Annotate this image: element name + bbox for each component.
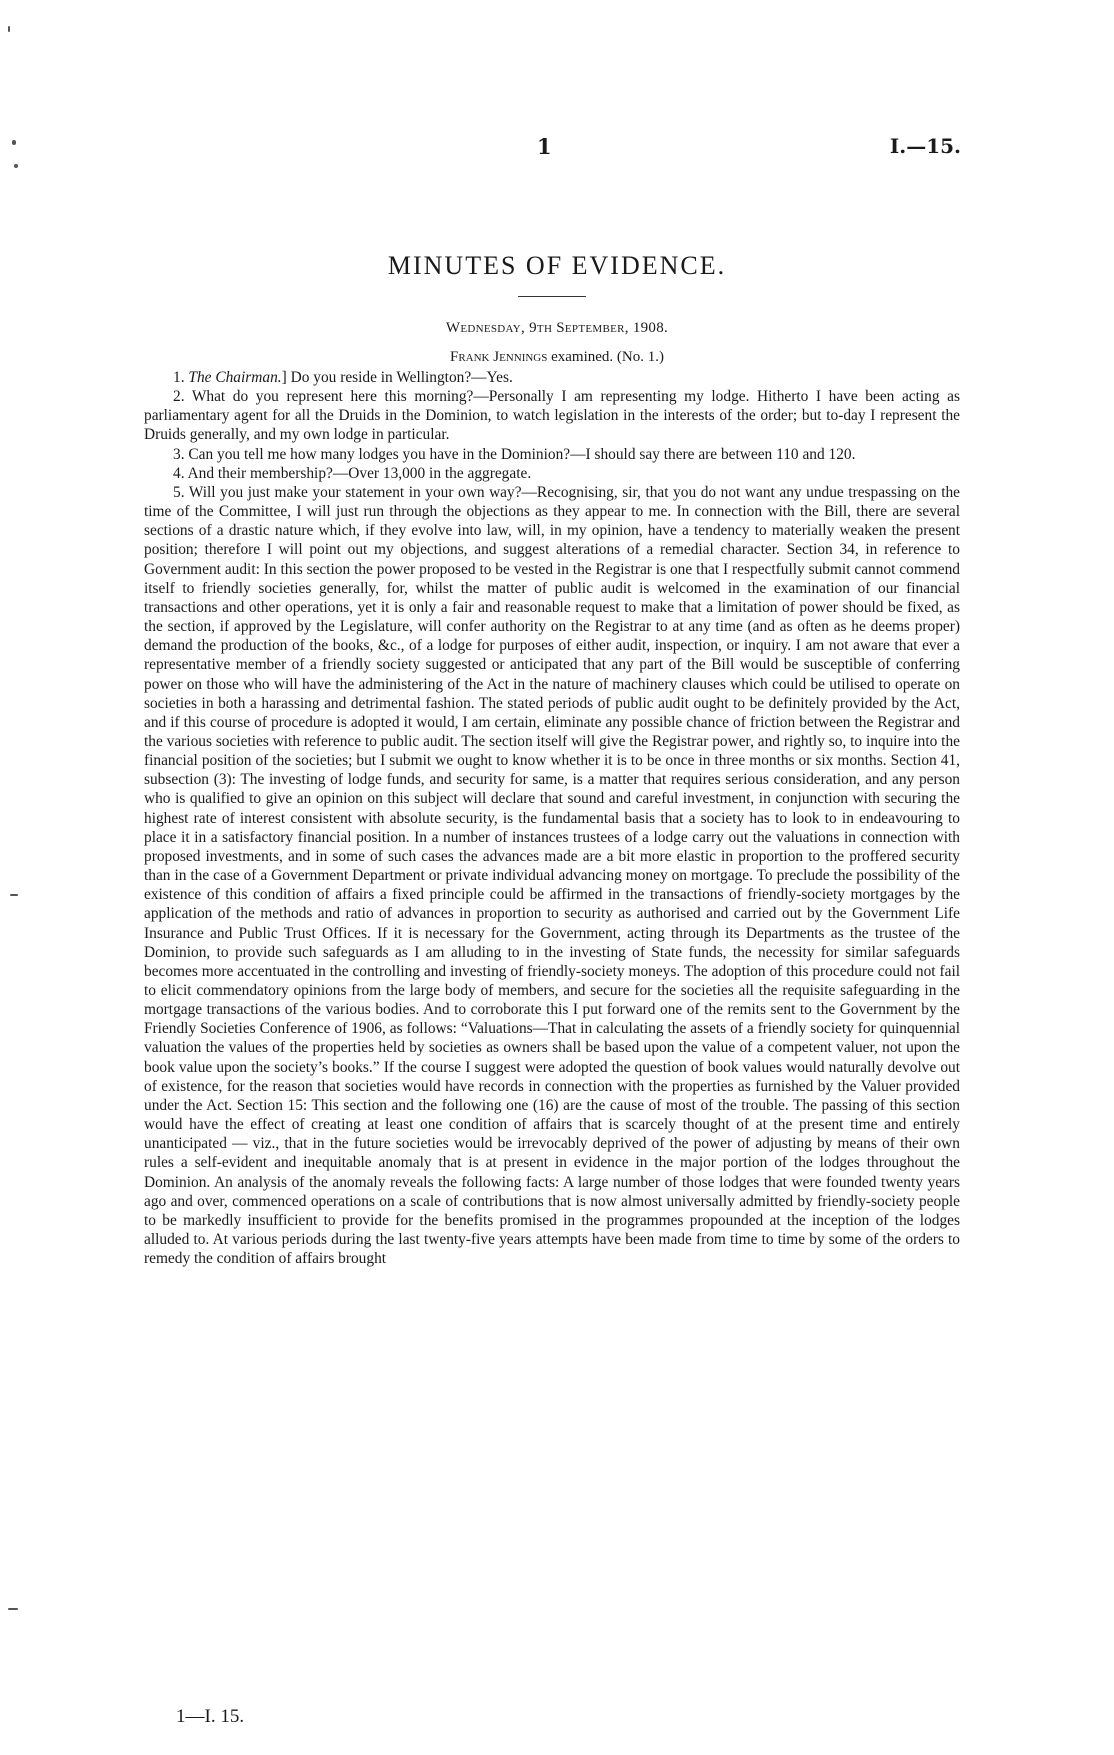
- witness-examined-note: examined. (No. 1.): [551, 349, 664, 365]
- page-title: MINUTES OF EVIDENCE.: [387, 251, 727, 280]
- paragraph-text: Will you just make your statement in your own way?—Recognising, sir, that you do not want any undue trespassing on the time of the Committee, I will just run through the objections as they appear to me. In connection with the Bill, there are several sections of a drastic nature which, if they evolve into law, will, in my opinion, have a tendency to materially weaken the present position; therefore I will point out my objections, and suggest alterations of a remedial character. Section 34, in reference to Government audit: In this section the power proposed to be vested in the Registrar is one that I respectfully submit cannot commend itself to friendly societies generally, for, whilst the matter of public audit is welcomed in the examination of our financial transactions and other operations, yet it is only a fair and reasonable request to make that a limitation of power should be fixed, as the section, if approved by the Legislature, will confer authority on the Registrar to at any time (and as often as he deems proper) demand the production of the books, &c., of a lodge for purposes of either audit, inspection, or inquiry. I am not aware that ever a representative member of a friendly society suggested or anticipated that any part of the Bill would be susceptible of conferring power on those who will have the administering of the Act in the nature of machinery clauses which could be utilised to operate on societies in both a harassing and detrimental fashion. The stated periods of public audit ought to be definitely provided by the Act, and if this course of procedure is adopted it would, I am certain, eliminate any possible chance of friction between the Registrar and the various societies with reference to public audit. The section itself will give the Registrar power, and rightly so, to inquire into the financial position of the societies; but I submit we ought to know whether it is to be once in three months or six months. Section 41, subsection (3): The investing of lodge funds, and security for same, is a matter that requires serious consideration, and any person who is qualified to give an opinion on this subject will declare that sound and careful investment, in conjunction with securing the highest rate of interest consistent with absolute security, is the fundamental basis that a society has to look to in endeavouring to place it in a satisfactory financial position. In a number of instances trustees of a lodge carry out the valuations in connection with proposed investments, and in some of such cases the advances made are a bit more elastic in proportion to the proffered security than in the case of a Government Department or private individual advancing money on mortgage. To preclude the possibility of the existence of this condition of affairs a fixed principle could be affirmed in the transactions of friendly-society mortgages by the application of the methods and ratio of advances in proportion to security as authorised and carried out by the Government Life Insurance and Public Trust Offices. If it is necessary for the Government, acting through its Departments as the trustee of the Dominion, to provide such safeguards as I am alluding to in the investing of State funds, the necessity for similar safeguards becomes more accentuated in the controlling and investing of friendly-society moneys. The adoption of this procedure could not fail to elicit commendatory opinions from the large body of members, and secure for the societies all the requisite safeguarding in the mortgage transactions of the various bodies. And to corroborate this I put forward one of the remits sent to the Government by the Friendly Societies Conference of 1906, as follows: “Valuations—That in calculating the assets of a friendly society for quinquennial valuation the values of the properties held by societies as owners shall be based upon the value of a competent valuer, not upon the book value upon the society’s books.” If the course I suggest were adopted the question of book values would naturally devolve out of existence, for the reason that societies would have records in connection with the properties as furnished by the Valuer provided under the Act. Section 15: This section and the following one (16) are the cause of most of the trouble. The passing of this section would have the effect of creating at least one condition of affairs that is scarcely thought of at the present time and entirely unanticipated — viz., that in the future societies would be irrevocably deprived of the power of adjusting by means of their own rules a self-evident and inequitable anomaly that is at present in evidence in the major portion of the lodges throughout the Dominion. An analysis of the anomaly reveals the following facts: A large number of those lodges that were founded twenty years ago and over, commenced operations on a scale of contributions that is now almost universally admitted by friendly-society people to be markedly insufficient to provide for the benefits promised in the programmes propounded at the inception of the lodges alluded to. At various periods during the last twenty-five years attempts have been made from time to time by some of the orders to remedy the condition of affairs brought: [144, 483, 960, 1268]
- scan-mark: [8, 1608, 18, 1610]
- witness-line: [0, 349, 1114, 366]
- question-number: 4.: [173, 464, 185, 482]
- question-number: 5.: [173, 483, 185, 501]
- paragraph-text: And their membership?—Over 13,000 in the aggregate.: [187, 464, 532, 482]
- speaker-label: The Chairman.: [188, 369, 282, 386]
- witness-name: Frank Jennings: [449, 349, 548, 365]
- evidence-paragraph: [144, 445, 960, 464]
- scan-mark: [8, 26, 10, 32]
- paragraph-text: What do you represent here this morning?—Personally I am representing my lodge. Hitherto I have been acting as parliamentary agent for all the Druids in the Dominion, to watch legislation in the interests of the order; but to-day I represent the Druids generally, and my own lodge in particular.: [144, 388, 960, 444]
- footer-reference: 1—I. 15.: [176, 1706, 245, 1727]
- scan-mark: [14, 164, 18, 168]
- evidence-body: [144, 368, 960, 1268]
- page-number: 1: [537, 134, 552, 159]
- question-number: 2.: [173, 388, 185, 406]
- paragraph-text: Can you tell me how many lodges you have in the Dominion?—I should say there are between 110 and 120.: [188, 445, 856, 463]
- scan-mark: [12, 140, 16, 145]
- question-number: 3.: [173, 445, 185, 463]
- session-date: Wednesday, 9th September, 1908.: [445, 320, 669, 336]
- evidence-paragraph: [144, 387, 960, 444]
- paragraph-text: ] Do you reside in Wellington?—Yes.: [281, 369, 513, 386]
- document-reference: I.—15.: [889, 134, 961, 158]
- evidence-paragraph: [144, 368, 960, 387]
- question-number: 1.: [173, 369, 185, 386]
- evidence-paragraph: [144, 483, 960, 1268]
- title-divider: [518, 296, 586, 297]
- scan-mark: [10, 894, 18, 896]
- evidence-paragraph: [144, 464, 960, 483]
